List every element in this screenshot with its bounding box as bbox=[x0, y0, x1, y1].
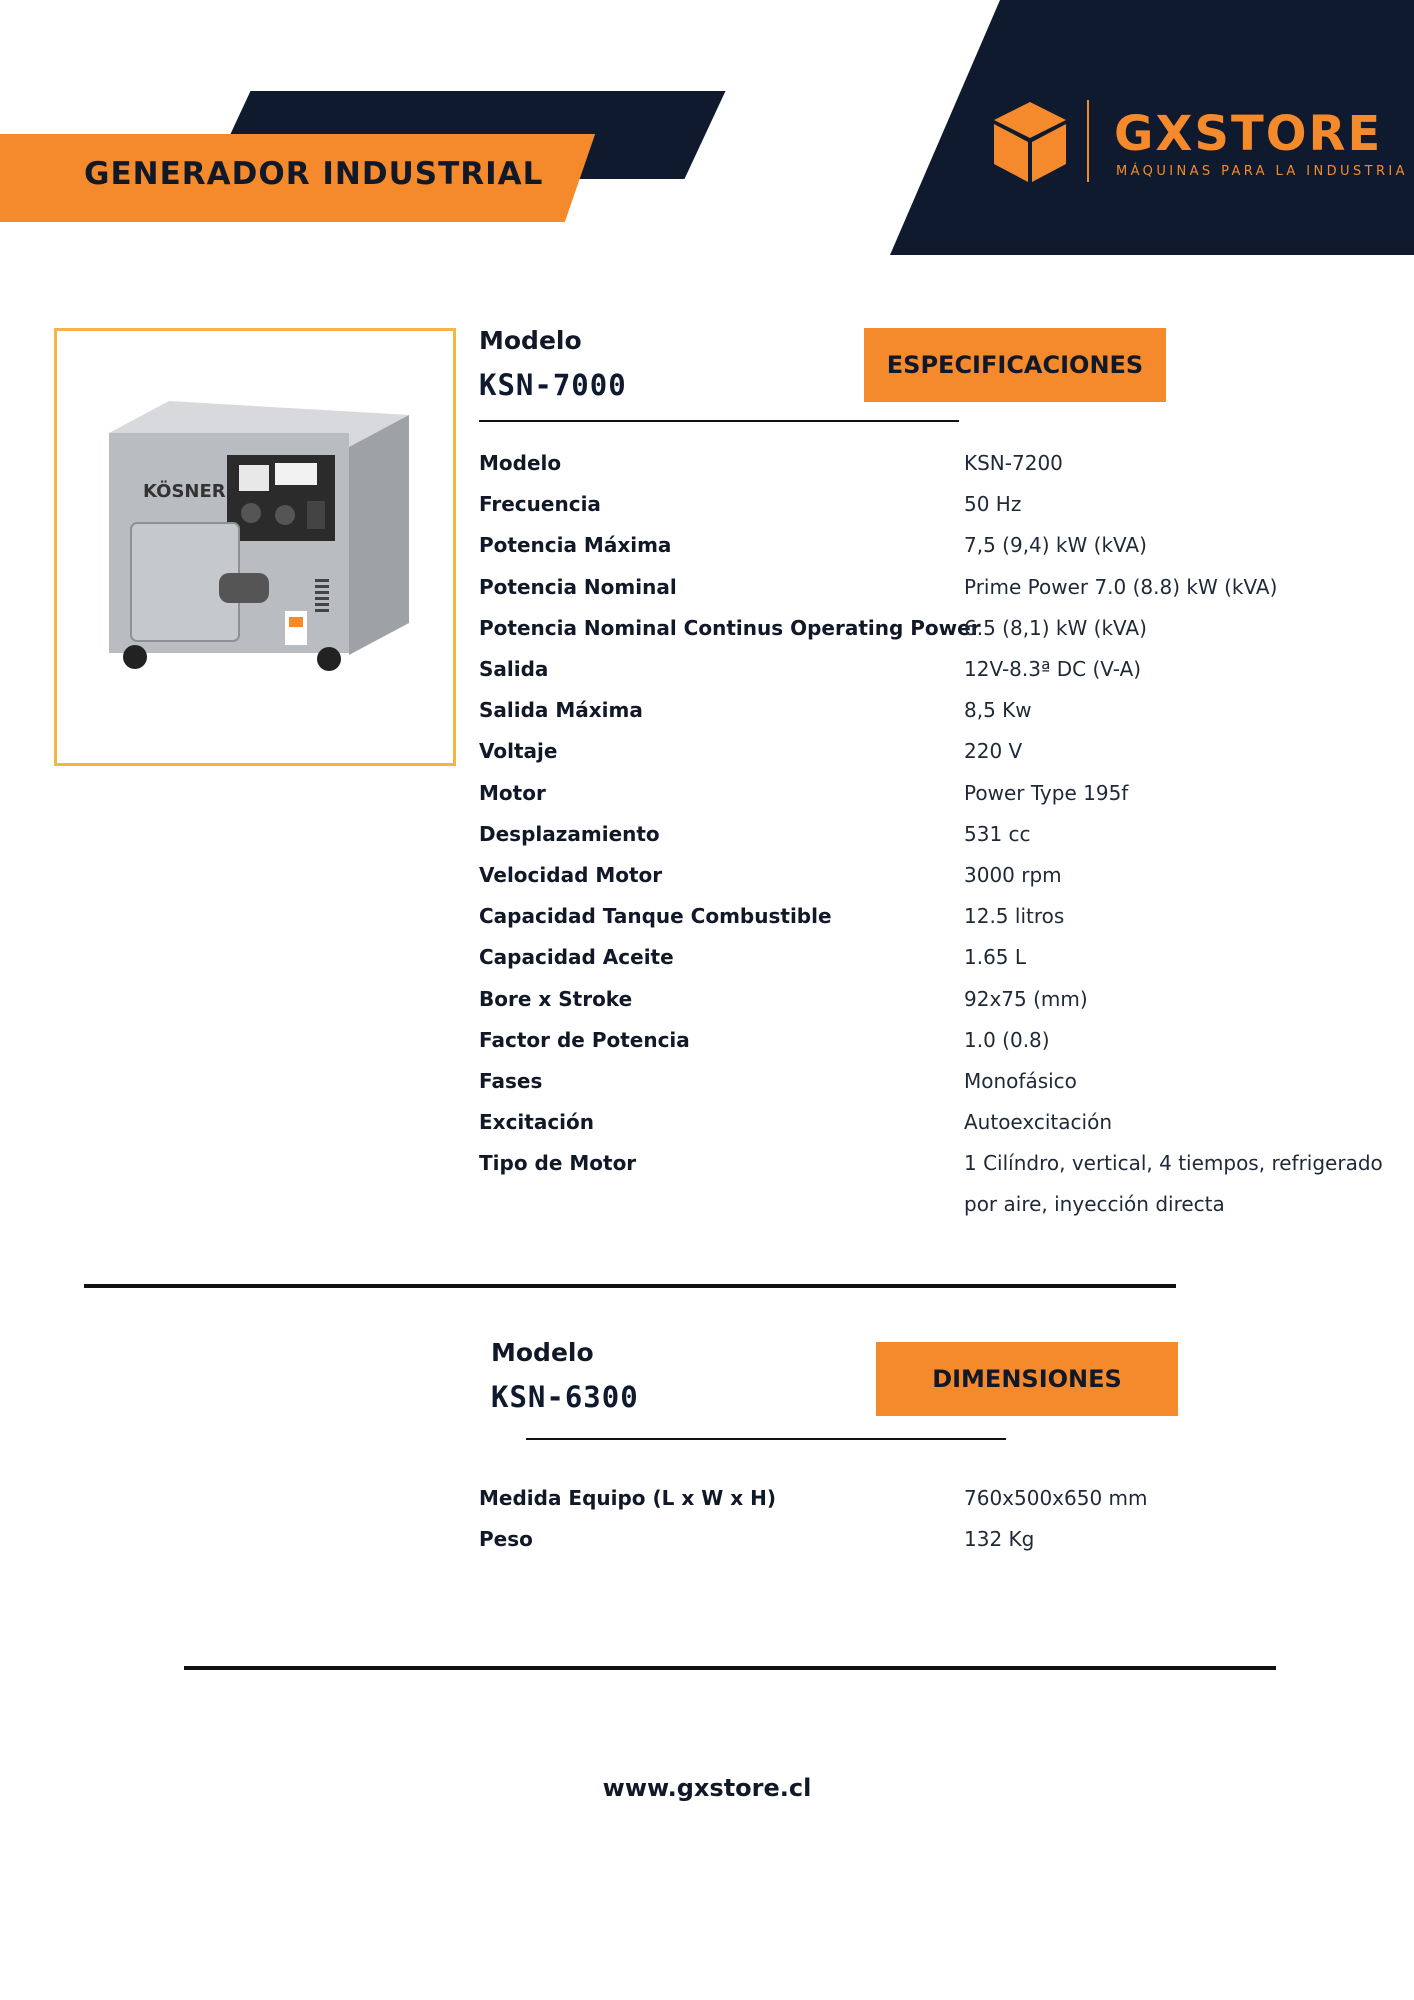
spec-value: Autoexcitación bbox=[964, 1110, 1112, 1135]
dimensions-divider bbox=[526, 1438, 1006, 1440]
spec-label: Frecuencia bbox=[479, 492, 601, 517]
spec-label: Voltaje bbox=[479, 739, 558, 764]
spec-value: 8,5 Kw bbox=[964, 698, 1032, 723]
dimension-label: Peso bbox=[479, 1527, 533, 1551]
spec-label: Capacidad Tanque Combustible bbox=[479, 904, 832, 929]
footer-url[interactable]: www.gxstore.cl bbox=[602, 1774, 812, 1802]
spec-value: 220 V bbox=[964, 739, 1023, 764]
specs-divider bbox=[479, 420, 959, 422]
spec-value: 6.5 (8,1) kW (kVA) bbox=[964, 615, 1147, 640]
generator-brand-text: KÖSNER bbox=[143, 481, 226, 502]
spec-value: Prime Power 7.0 (8.8) kW (kVA) bbox=[964, 574, 1278, 599]
spec-value: 1.0 (0.8) bbox=[964, 1027, 1050, 1052]
footer-divider bbox=[184, 1666, 1276, 1670]
spec-label: Capacidad Aceite bbox=[479, 945, 674, 970]
spec-value: 12V-8.3ª DC (V-A) bbox=[964, 657, 1142, 681]
cube-icon bbox=[992, 100, 1068, 184]
generator-illustration bbox=[79, 393, 439, 693]
spec-label: Salida bbox=[479, 657, 549, 681]
spec-value: 7,5 (9,4) kW (kVA) bbox=[964, 533, 1147, 558]
spec-label: Salida Máxima bbox=[479, 698, 643, 723]
section-divider bbox=[84, 1284, 1176, 1288]
spec-value: 1 Cilíndro, vertical, 4 tiempos, refrigerado bbox=[964, 1151, 1383, 1176]
spec-label: Factor de Potencia bbox=[479, 1027, 690, 1052]
spec-label: Motor bbox=[479, 780, 546, 805]
spec-label: Tipo de Motor bbox=[479, 1151, 637, 1176]
brand-tagline: MÁQUINAS PARA LA INDUSTRIA bbox=[1116, 164, 1408, 179]
spec-label: Fases bbox=[479, 1069, 543, 1093]
spec-label: Bore x Stroke bbox=[479, 986, 633, 1011]
spec-label: Modelo bbox=[479, 451, 562, 475]
product-image-frame bbox=[54, 328, 456, 766]
spec-label: Potencia Nominal Continus Operating Power bbox=[479, 615, 981, 640]
dimension-value: 132 Kg bbox=[964, 1527, 1035, 1551]
dimension-label: Medida Equipo (L x W x H) bbox=[479, 1486, 776, 1510]
spec-value: Power Type 195f bbox=[964, 780, 1129, 805]
spec-value: 1.65 L bbox=[964, 945, 1027, 970]
specs-model-name: KSN-7000 bbox=[479, 368, 627, 402]
spec-value: Monofásico bbox=[964, 1069, 1077, 1093]
spec-value: 50 Hz bbox=[964, 492, 1022, 517]
spec-label: Excitación bbox=[479, 1110, 595, 1135]
spec-label: Potencia Máxima bbox=[479, 533, 672, 558]
spec-value: 12.5 litros bbox=[964, 904, 1065, 929]
specs-model-label: Modelo bbox=[479, 326, 582, 355]
dimensions-model-name: KSN-6300 bbox=[491, 1380, 639, 1414]
dimension-value: 760x500x650 mm bbox=[964, 1486, 1148, 1510]
page-title: GENERADOR INDUSTRIAL bbox=[84, 156, 544, 192]
dimensions-tag: DIMENSIONES bbox=[876, 1342, 1178, 1416]
spec-value-continuation: por aire, inyección directa bbox=[964, 1192, 1225, 1216]
spec-label: Desplazamiento bbox=[479, 821, 660, 846]
dimensions-model-label: Modelo bbox=[491, 1338, 594, 1367]
spec-value: 92x75 (mm) bbox=[964, 986, 1088, 1011]
specs-tag: ESPECIFICACIONES bbox=[864, 328, 1166, 402]
brand-name: GXSTORE bbox=[1114, 106, 1383, 162]
spec-value: KSN-7200 bbox=[964, 451, 1063, 475]
logo-divider bbox=[1087, 100, 1089, 182]
spec-value: 3000 rpm bbox=[964, 863, 1062, 887]
spec-value: 531 cc bbox=[964, 821, 1031, 846]
spec-label: Velocidad Motor bbox=[479, 863, 663, 887]
spec-label: Potencia Nominal bbox=[479, 574, 677, 599]
